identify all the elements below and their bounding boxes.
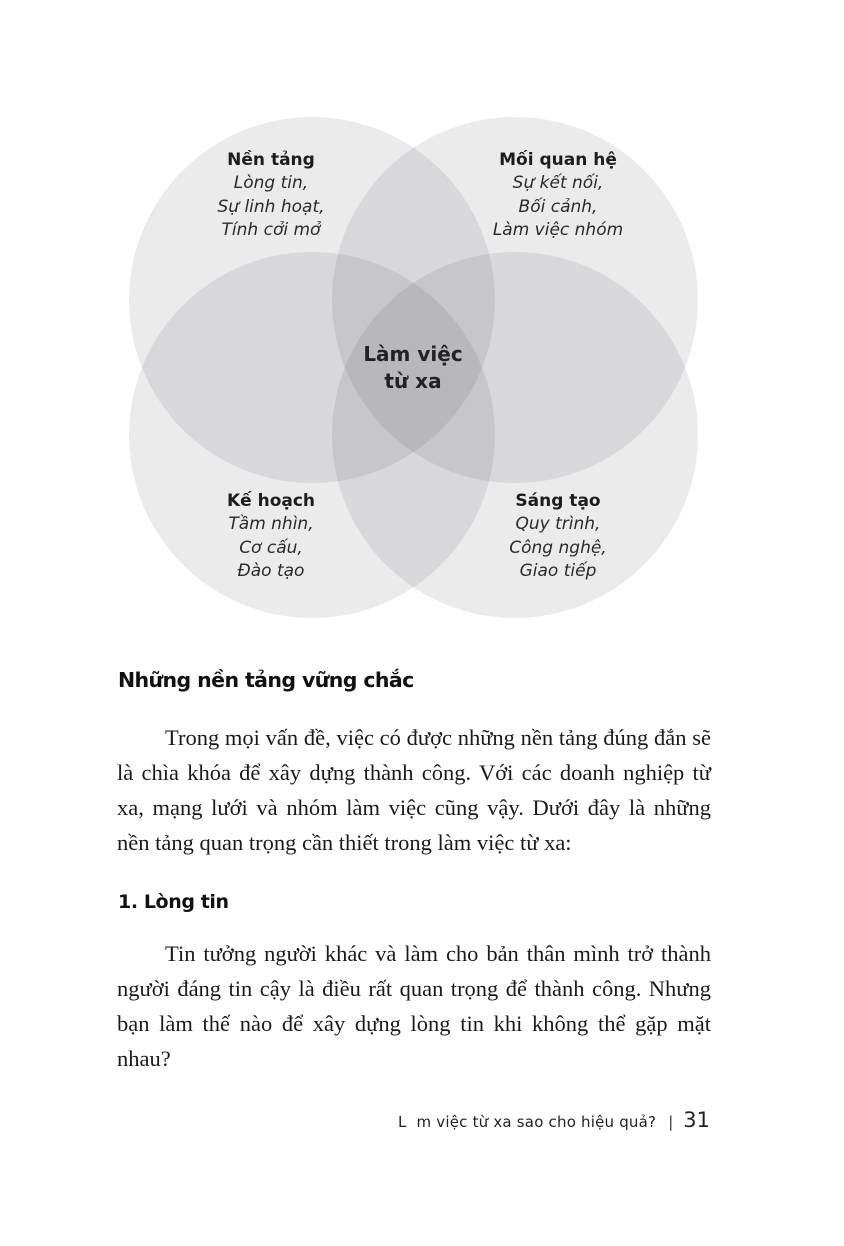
set-item: Sự linh hoạt, (217, 196, 325, 217)
set-item: Sự kết nối, (512, 173, 604, 193)
set-item: Lòng tin, (233, 173, 309, 193)
set-title: Kế hoạch (226, 491, 316, 511)
section-paragraph: Trong mọi vấn đề, việc có được những nền tảng đúng đắn sẽ là chìa khóa để xây dựng thành công. Với các doanh nghiệp từ xa, mạng lưới và nhóm làm việc cũng vậy. Dưới đây là những nền tảng quan trọng cần thiết trong làm việc từ xa: (117, 725, 711, 855)
page-footer (398, 1108, 710, 1132)
center-label-line-2: từ xa (384, 369, 442, 393)
center-label (313, 341, 513, 395)
set-label-top-left (151, 148, 391, 243)
subsection-heading: 1. Lòng tin (118, 891, 229, 913)
set-item: Bối cảnh, (518, 196, 598, 217)
footer-separator: | (668, 1113, 674, 1131)
set-item: Cơ cấu, (239, 537, 303, 558)
set-item: Giao tiếp (519, 561, 597, 581)
set-title: Nền tảng (227, 150, 315, 170)
subsection-paragraph: Tin tưởng người khác và làm cho bản thân mình trở thành người đáng tin cậy là điều rất quan trọng để thành công. Nhưng bạn làm thế nào để xây dựng lòng tin khi không thể gặp mặt nhau? (117, 941, 711, 1071)
section-heading: Những nền tảng vững chắc (118, 668, 414, 692)
set-title: Mối quan hệ (499, 150, 617, 170)
set-label-top-right (438, 148, 678, 243)
page-number: 31 (683, 1108, 710, 1132)
set-label-bottom-right (438, 489, 678, 584)
set-item: Tầm nhìn, (228, 514, 314, 534)
set-item: Quy trình, (515, 514, 601, 534)
set-item: Làm việc nhóm (492, 220, 624, 240)
set-label-bottom-left (151, 489, 391, 584)
set-title: Sáng tạo (515, 491, 601, 511)
set-item: Tính cởi mở (221, 220, 321, 240)
set-item: Công nghệ, (509, 537, 607, 558)
running-title: L m việc từ xa sao cho hiệu quả? (398, 1113, 657, 1131)
center-label-line-1: Làm việc (363, 342, 463, 366)
set-item: Đào tạo (237, 561, 305, 581)
